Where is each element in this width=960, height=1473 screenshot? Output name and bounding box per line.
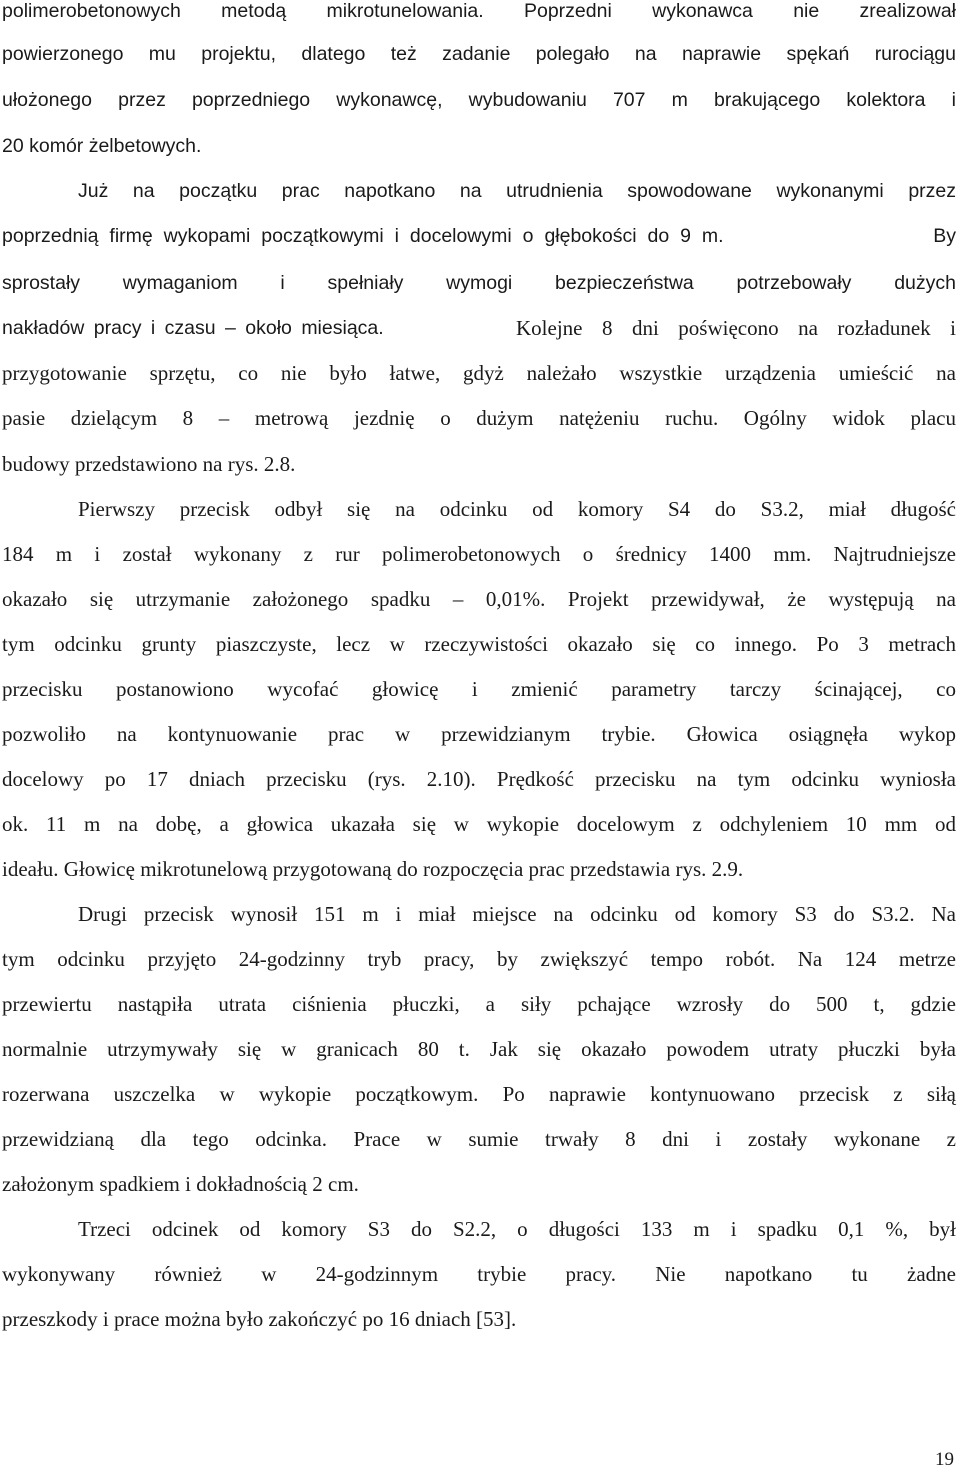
text-line: przecisku postanowiono wycofać głowicę i zmienić parametry tarczy ścinającej, co bbox=[2, 677, 956, 701]
text-line: tym odcinku przyjęto 24-godzinny tryb pracy, by zwiększyć tempo robót. Na 124 metrze bbox=[2, 947, 956, 971]
text-line: ideału. Głowicę mikrotunelową przygotowaną do rozpoczęcia prac przedstawia rys. 2.9. bbox=[2, 857, 744, 881]
text-line: Pierwszy przecisk odbył się na odcinku od komory S4 do S3.2, miał długość bbox=[78, 497, 956, 521]
text-line: wykonywany również w 24-godzinnym trybie pracy. Nie napotkano tu żadne bbox=[2, 1262, 956, 1286]
text-line: założonym spadkiem i dokładnością 2 cm. bbox=[2, 1172, 359, 1196]
text-line: 184 m i został wykonany z rur polimerobetonowych o średnicy 1400 mm. Najtrudniejsze bbox=[2, 542, 956, 566]
page-number: 19 bbox=[935, 1449, 954, 1470]
text-line: okazało się utrzymanie założonego spadku – 0,01%. Projekt przewidywał, że występują na bbox=[2, 587, 956, 611]
text-line: 20 komór żelbetowych. bbox=[2, 135, 202, 157]
text-line: polimerobetonowych metodą mikrotunelowania. Poprzedni wykonawca nie zrealizował bbox=[2, 0, 956, 22]
text-line: pasie dzielącym 8 – metrową jezdnię o dużym natężeniu ruchu. Ogólny widok placu bbox=[2, 406, 956, 430]
text-line: poprzednią firmę wykopami początkowymi i docelowymi o głębokości do 9 m. bbox=[2, 225, 724, 247]
text-line: pozwoliło na kontynuowanie prac w przewidzianym trybie. Głowica osiągnęła wykop bbox=[2, 722, 956, 746]
text-line: tym odcinku grunty piaszczyste, lecz w rzeczywistości okazało się co innego. Po 3 metrach bbox=[2, 632, 956, 656]
text-line: Już na początku prac napotkano na utrudnienia spowodowane wykonanymi przez bbox=[78, 180, 956, 202]
text-line: ułożonego przez poprzedniego wykonawcę, wybudowaniu 707 m brakującego kolektora i bbox=[2, 89, 956, 111]
text-line: Drugi przecisk wynosił 151 m i miał miejsce na odcinku od komory S3 do S3.2. Na bbox=[78, 902, 956, 926]
text-line: rozerwana uszczelka w wykopie początkowym. Po naprawie kontynuowano przecisk z siłą bbox=[2, 1082, 956, 1106]
text-line: Kolejne 8 dni poświęcono na rozładunek i bbox=[516, 316, 956, 340]
text-line: docelowy po 17 dniach przecisku (rys. 2.10). Prędkość przecisku na tym odcinku wyniosła bbox=[2, 767, 956, 791]
text-line: przeszkody i prace można było zakończyć po 16 dniach [53]. bbox=[2, 1307, 517, 1331]
text-line: normalnie utrzymywały się w granicach 80 t. Jak się okazało powodem utraty płuczki była bbox=[2, 1037, 956, 1061]
text-line: sprostały wymaganiom i spełniały wymogi bezpieczeństwa potrzebowały dużych bbox=[2, 272, 956, 294]
text-line: Trzeci odcinek od komory S3 do S2.2, o długości 133 m i spadku 0,1 %, był bbox=[78, 1217, 956, 1241]
text-line: ok. 11 m na dobę, a głowica ukazała się w wykopie docelowym z odchyleniem 10 mm od bbox=[2, 812, 956, 836]
text-line: powierzonego mu projektu, dlatego też zadanie polegało na naprawie spękań rurociągu bbox=[2, 43, 956, 65]
text-line: przewiertu nastąpiła utrata ciśnienia płuczki, a siły pchające wzrosły do 500 t, gdzie bbox=[2, 992, 956, 1016]
text-line: budowy przedstawiono na rys. 2.8. bbox=[2, 452, 296, 476]
text-line: przewidzianą dla tego odcinka. Prace w sumie trwały 8 dni i zostały wykonane z bbox=[2, 1127, 956, 1151]
text-line: By bbox=[933, 225, 956, 247]
text-line: przygotowanie sprzętu, co nie było łatwe, gdyż należało wszystkie urządzenia umieścić na bbox=[2, 361, 956, 385]
text-line: nakładów pracy i czasu – około miesiąca. bbox=[2, 317, 384, 339]
